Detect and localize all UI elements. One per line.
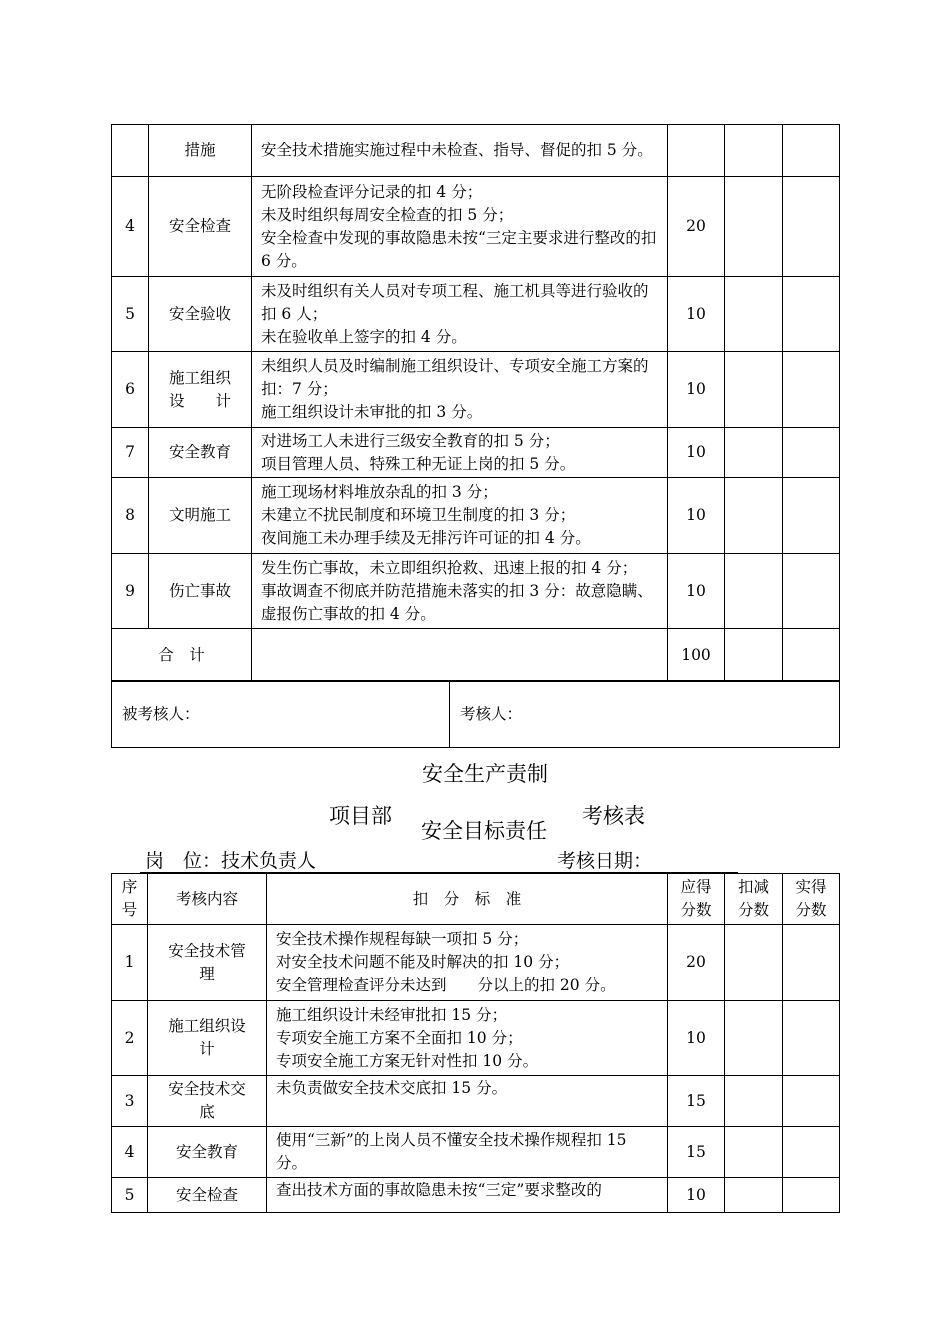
row-criteria: 未组织人员及时编制施工组织设计、专项安全施工方案的扣：7 分； 施工组织设计未审批的扣 3 分。 — [252, 352, 668, 428]
row-deduct-cell[interactable] — [725, 1001, 783, 1076]
row-item: 施工组织 设 计 — [149, 352, 252, 428]
table-row — [112, 428, 840, 478]
table-row — [112, 1001, 840, 1076]
total-row — [112, 629, 840, 682]
total-actual-cell[interactable] — [783, 629, 840, 682]
row-criteria: 施工组织设计未经审批扣 15 分； 专项安全施工方案不全面扣 10 分； 专项安全施工方案无针对性扣 10 分。 — [267, 1001, 668, 1076]
row-actual-cell[interactable] — [783, 428, 840, 478]
date-label: 考核日期： — [557, 850, 653, 872]
row-score: 15 — [668, 1076, 725, 1127]
row-criteria: 施工现场材料堆放杂乱的扣 3 分； 未建立不扰民制度和环境卫生制度的扣 3 分； 夜间施工未办理手续及无排污许可证的扣 4 分。 — [252, 478, 668, 554]
row-deduct-cell[interactable] — [725, 177, 783, 277]
row-item: 安全检查 — [148, 1178, 267, 1213]
row-number: 1 — [112, 925, 148, 1001]
table-row — [112, 277, 840, 352]
assessment-table-continued — [111, 124, 840, 682]
row-criteria: 无阶段检查评分记录的扣 4 分； 未及时组织每周安全检查的扣 5 分； 安全检查中发现的事故隐患未按“三定主要求进行整改的扣 6 分。 — [252, 177, 668, 277]
table-row — [112, 352, 840, 428]
row-score: 10 — [668, 352, 725, 428]
total-criteria-cell — [252, 629, 668, 682]
row-deduct-cell[interactable] — [725, 925, 783, 1001]
row-deduct-cell[interactable] — [725, 1076, 783, 1127]
row-actual-cell[interactable] — [783, 554, 840, 629]
table-row — [112, 1178, 840, 1213]
header-row — [112, 874, 840, 925]
row-number: 3 — [112, 1076, 148, 1127]
row-actual-cell[interactable] — [783, 925, 840, 1001]
row-actual-cell[interactable] — [783, 1076, 840, 1127]
row-item: 施工组织设 计 — [148, 1001, 267, 1076]
form-title-line1: 安全生产责制 — [422, 762, 548, 786]
row-criteria: 安全技术操作规程每缺一项扣 5 分； 对安全技术问题不能及时解决的扣 10 分； 安全管理检查评分未达到 分以上的扣 20 分。 — [267, 925, 668, 1001]
table-row — [112, 925, 840, 1001]
header-should: 应得 分数 — [668, 874, 725, 925]
row-actual-cell[interactable] — [783, 125, 840, 177]
form-title-right: 考核表 — [582, 804, 645, 828]
total-deduct-cell[interactable] — [725, 629, 783, 682]
row-score: 15 — [668, 1127, 725, 1178]
row-item: 安全教育 — [149, 428, 252, 478]
row-deduct-cell[interactable] — [725, 428, 783, 478]
row-item: 措施 — [149, 125, 252, 177]
row-actual-cell[interactable] — [783, 177, 840, 277]
row-actual-cell[interactable] — [783, 1001, 840, 1076]
row-score: 20 — [668, 925, 725, 1001]
header-no: 序 号 — [112, 874, 148, 925]
row-number: 9 — [112, 554, 149, 629]
table-row — [112, 554, 840, 629]
row-deduct-cell[interactable] — [725, 1127, 783, 1178]
row-criteria: 发生伤亡事故，未立即组织抢救、迅速上报的扣 4 分； 事故调查不彻底并防范措施未落实的扣 3 分：故意隐瞒、虚报伤亡事故的扣 4 分。 — [252, 554, 668, 629]
row-deduct-cell[interactable] — [725, 125, 783, 177]
header-criteria: 扣 分 标 准 — [267, 874, 668, 925]
row-number: 5 — [112, 277, 149, 352]
form-title-left: 项目部 — [329, 804, 392, 828]
row-score: 20 — [668, 177, 725, 277]
row-criteria: 对进场工人未进行三级安全教育的扣 5 分； 项目管理人员、特殊工种无证上岗的扣 5 分。 — [252, 428, 668, 478]
row-item: 伤亡事故 — [149, 554, 252, 629]
row-item: 安全验收 — [149, 277, 252, 352]
row-criteria: 安全技术措施实施过程中未检查、指导、督促的扣 5 分。 — [252, 125, 668, 177]
row-actual-cell[interactable] — [783, 277, 840, 352]
row-score: 10 — [668, 1001, 725, 1076]
table-row — [112, 1076, 840, 1127]
row-number — [112, 125, 149, 177]
row-actual-cell[interactable] — [783, 352, 840, 428]
row-score: 10 — [668, 478, 725, 554]
header-actual: 实得 分数 — [783, 874, 840, 925]
table-row — [112, 1127, 840, 1178]
total-label: 合 计 — [112, 629, 252, 682]
assessment-table — [111, 873, 840, 1213]
row-deduct-cell[interactable] — [725, 554, 783, 629]
form-title-mid: 安全目标责任 — [421, 819, 547, 843]
row-criteria: 使用“三新”的上岗人员不懂安全技术操作规程扣 15 分。 — [267, 1127, 668, 1178]
position-label: 岗 位：技术负责人 — [145, 850, 317, 872]
row-score — [668, 125, 725, 177]
table-row — [112, 177, 840, 277]
row-item: 安全技术管 理 — [148, 925, 267, 1001]
examiner-signature-field[interactable]: 考核人： — [450, 681, 840, 748]
row-number: 4 — [112, 1127, 148, 1178]
row-number: 2 — [112, 1001, 148, 1076]
row-number: 8 — [112, 478, 149, 554]
row-deduct-cell[interactable] — [725, 478, 783, 554]
row-number: 6 — [112, 352, 149, 428]
row-item: 安全技术交 底 — [148, 1076, 267, 1127]
row-number: 4 — [112, 177, 149, 277]
header-item: 考核内容 — [148, 874, 267, 925]
signature-box — [111, 680, 840, 748]
table-row — [112, 478, 840, 554]
row-score: 10 — [668, 277, 725, 352]
row-item: 文明施工 — [149, 478, 252, 554]
row-score: 10 — [668, 1178, 725, 1213]
row-item: 安全检查 — [149, 177, 252, 277]
total-score: 100 — [668, 629, 725, 682]
row-criteria: 未及时组织有关人员对专项工程、施工机具等进行验收的扣 6 人； 未在验收单上签字的扣 4 分。 — [252, 277, 668, 352]
row-item: 安全教育 — [148, 1127, 267, 1178]
row-score: 10 — [668, 554, 725, 629]
row-deduct-cell[interactable] — [725, 1178, 783, 1213]
examinee-signature-field[interactable]: 被考核人： — [112, 681, 450, 748]
row-actual-cell[interactable] — [783, 478, 840, 554]
row-number: 5 — [112, 1178, 148, 1213]
row-criteria: 查出技术方面的事故隐患未按“三定”要求整改的 — [267, 1178, 668, 1213]
row-deduct-cell[interactable] — [725, 277, 783, 352]
row-score: 10 — [668, 428, 725, 478]
row-number: 7 — [112, 428, 149, 478]
header-deduct: 扣减 分数 — [725, 874, 783, 925]
row-criteria: 未负责做安全技术交底扣 15 分。 — [267, 1076, 668, 1127]
row-actual-cell[interactable] — [783, 1127, 840, 1178]
table-row — [112, 125, 840, 177]
row-actual-cell[interactable] — [783, 1178, 840, 1213]
row-deduct-cell[interactable] — [725, 352, 783, 428]
